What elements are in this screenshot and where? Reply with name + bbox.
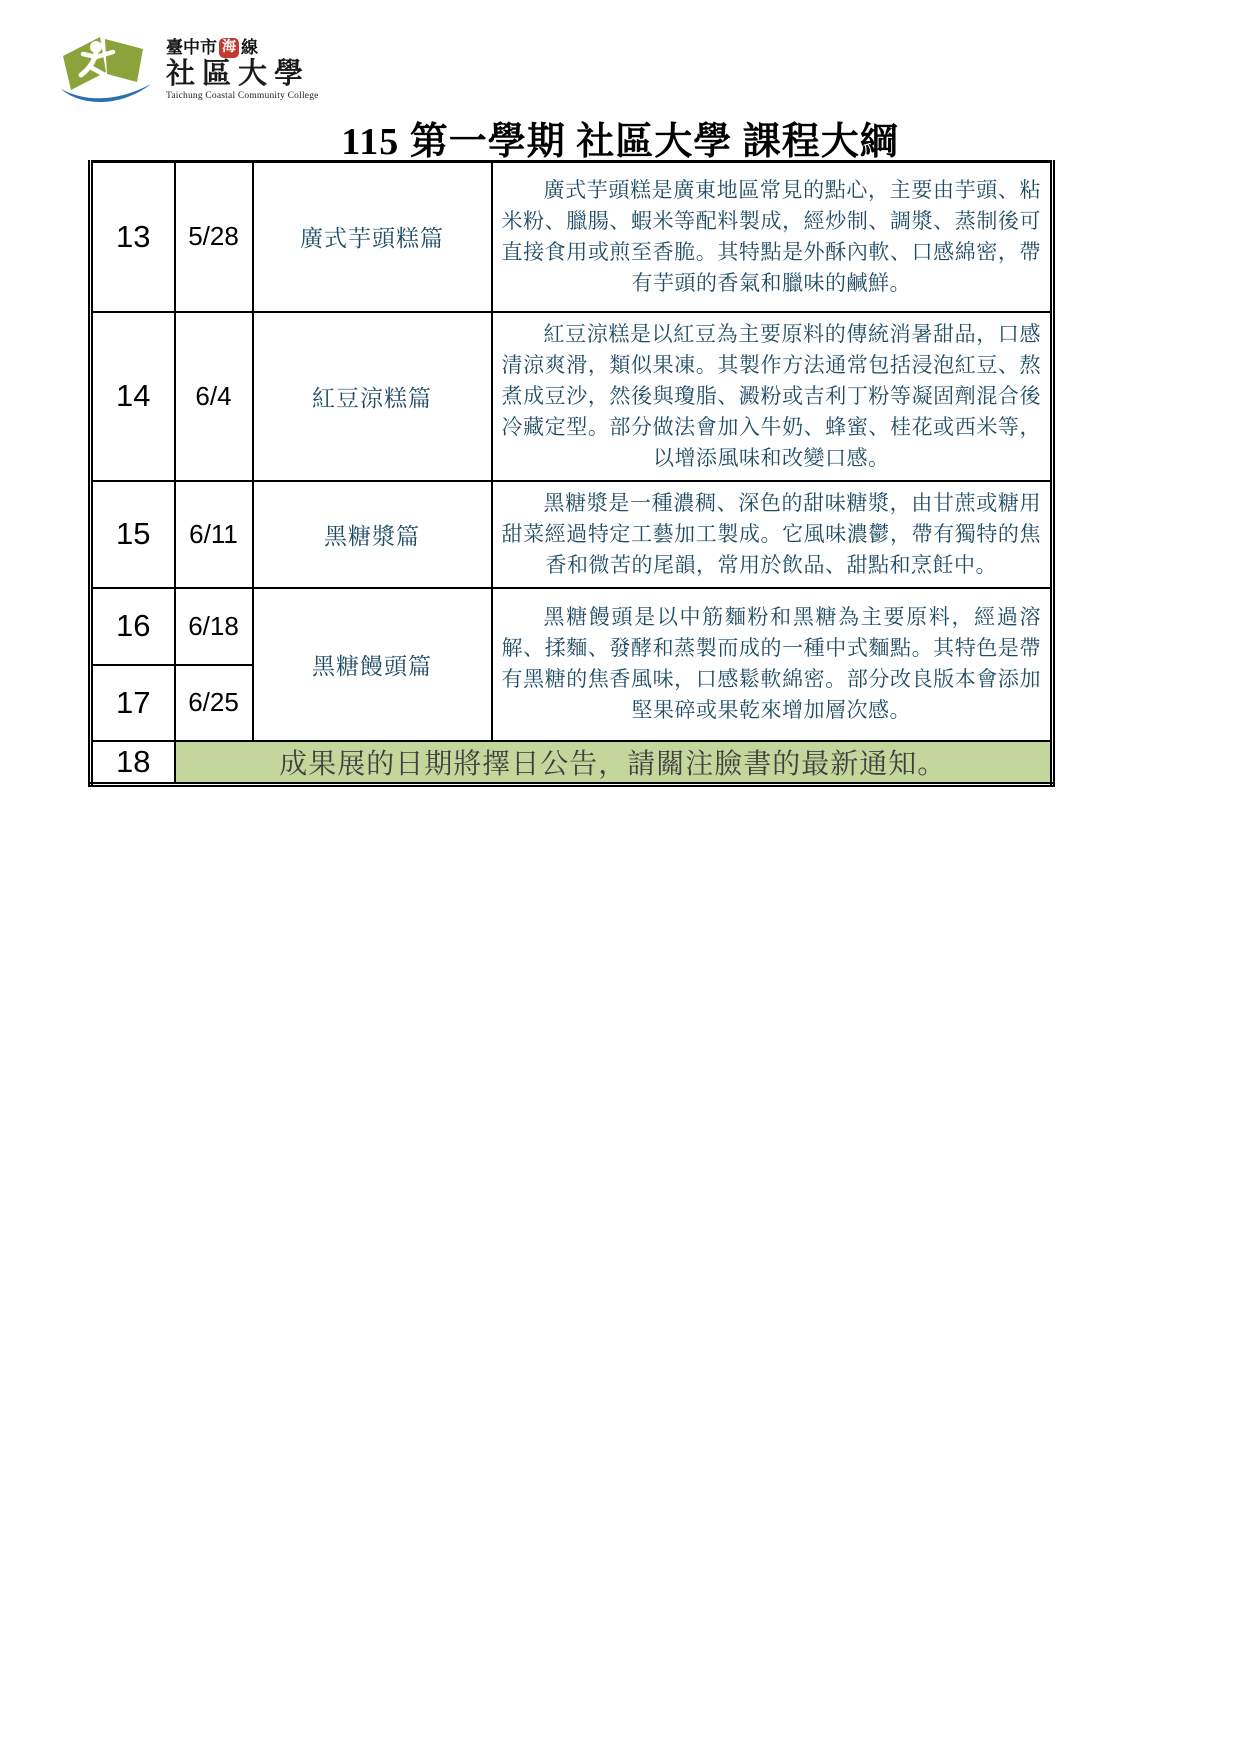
table-row [91, 481, 1053, 588]
session-description-cell: 黑糖漿是一種濃稠、深色的甜味糖漿，由甘蔗或糖用甜菜經過特定工藝加工製成。它風味濃鬱，帶有獨特的焦香和微苦的尾韻，常用於飲品、甜點和烹飪中。 [492, 481, 1053, 588]
table-row [91, 312, 1053, 481]
table-row [91, 588, 1053, 665]
course-outline-table [88, 160, 1055, 787]
session-description-cell-merged: 黑糖饅頭是以中筋麵粉和黑糖為主要原料，經過溶解、揉麵、發酵和蒸製而成的一種中式麵點。其特色是帶有黑糖的焦香風味，口感鬆軟綿密。部分改良版本會添加堅果碎或果乾來增加層次感。 [492, 588, 1053, 741]
session-number-cell: 13 [91, 162, 175, 312]
session-number-cell: 15 [91, 481, 175, 588]
session-number-cell: 18 [91, 741, 175, 785]
session-date-cell: 6/25 [175, 665, 253, 741]
session-date-cell: 6/18 [175, 588, 253, 665]
session-number-cell: 14 [91, 312, 175, 481]
logo-book-icon [58, 30, 160, 110]
logo-text [166, 30, 319, 102]
session-date-cell: 5/28 [175, 162, 253, 312]
logo-city-line [166, 38, 319, 58]
table-row [91, 741, 1053, 785]
notice-cell: 成果展的日期將擇日公告，請關注臉書的最新通知。 [175, 741, 1053, 785]
session-topic-cell: 紅豆涼糕篇 [253, 312, 492, 481]
session-description-cell: 紅豆涼糕是以紅豆為主要原料的傳統消暑甜品，口感清涼爽滑，類似果凍。其製作方法通常包括浸泡紅豆、熬煮成豆沙，然後與瓊脂、澱粉或吉利丁粉等凝固劑混合後冷藏定型。部分做法會加入牛奶、蜂蜜、桂花或西米等，以增添風味和改變口感。 [492, 312, 1053, 481]
session-description-cell: 廣式芋頭糕是廣東地區常見的點心，主要由芋頭、粘米粉、臘腸、蝦米等配料製成，經炒制、調漿、蒸制後可直接食用或煎至香脆。其特點是外酥內軟、口感綿密，帶有芋頭的香氣和臘味的鹹鮮。 [492, 162, 1053, 312]
logo-seal-icon: 海 [219, 38, 239, 58]
college-logo [58, 30, 319, 114]
logo-line-suffix: 線 [241, 38, 258, 57]
logo-city-label: 臺中市 [166, 38, 217, 57]
logo-book-right [105, 39, 143, 82]
session-topic-cell: 廣式芋頭糕篇 [253, 162, 492, 312]
session-topic-cell: 黑糖漿篇 [253, 481, 492, 588]
session-date-cell: 6/11 [175, 481, 253, 588]
session-date-cell: 6/4 [175, 312, 253, 481]
logo-subtitle-en: Taichung Coastal Community College [166, 91, 319, 101]
session-number-cell: 16 [91, 588, 175, 665]
table-row [91, 162, 1053, 312]
session-number-cell: 17 [91, 665, 175, 741]
logo-college-name: 社區大學 [166, 58, 311, 90]
page-title: 115 第一學期 社區大學 課程大綱 [341, 121, 899, 163]
session-topic-cell-merged: 黑糖饅頭篇 [253, 588, 492, 741]
